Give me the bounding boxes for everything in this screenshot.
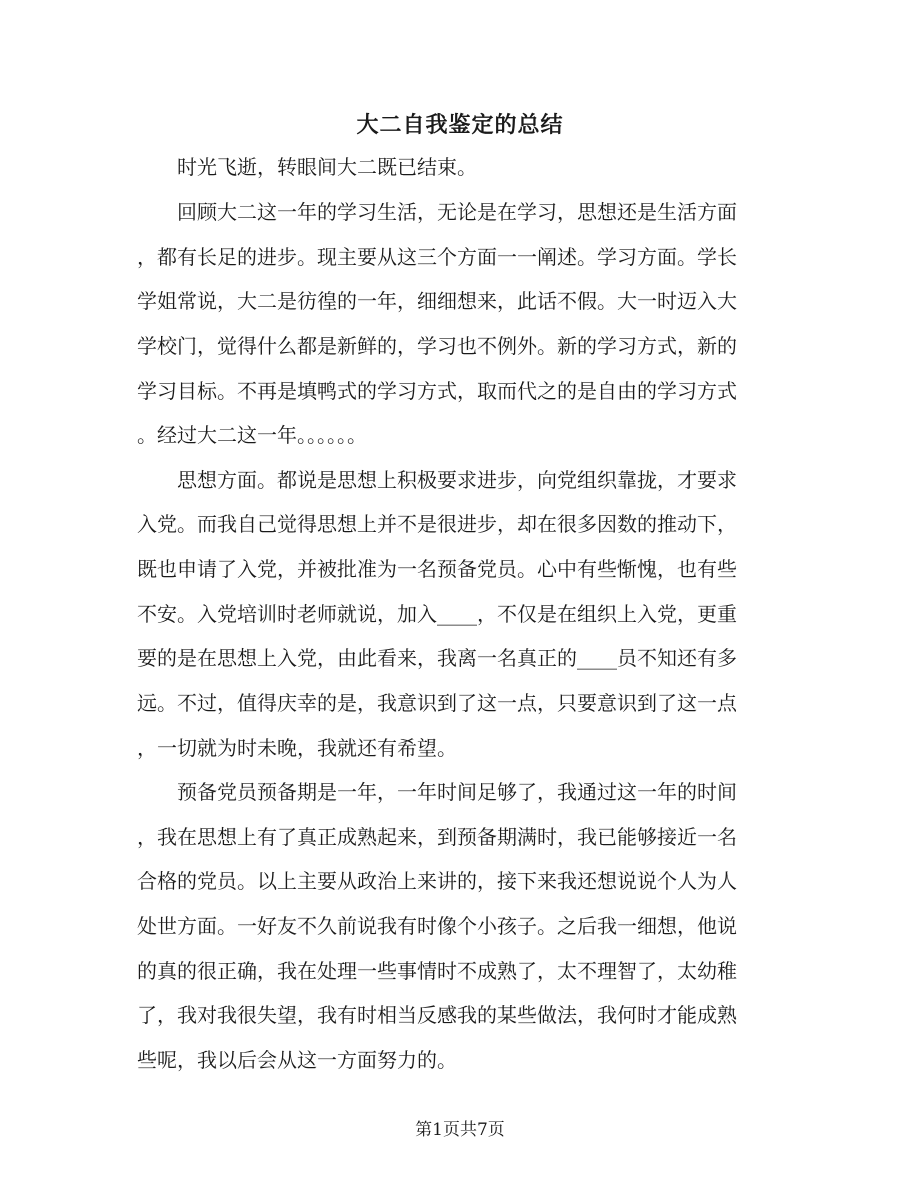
text-line: 思想方面。都说是思想上积极要求进步，向党组织靠拢，才要求 [137, 468, 737, 492]
text-line: 预备党员预备期是一年，一年时间足够了，我通过这一年的时间 [137, 780, 737, 804]
text-line: 既也申请了入党，并被批准为一名预备党员。心中有些惭愧，也有些 [137, 557, 737, 581]
text-line: 。经过大二这一年。。。。。。 [137, 423, 367, 447]
text-line: 要的是在思想上入党，由此看来，我离一名真正的____员不知还有多 [137, 646, 737, 670]
text-line: ，我在思想上有了真正成熟起来，到预备期满时，我已能够接近一名 [137, 825, 737, 849]
text-line: 学习目标。不再是填鸭式的学习方式，取而代之的是自由的学习方式 [137, 379, 737, 403]
text-line: 处世方面。一好友不久前说我有时像个小孩子。之后我一细想，他说 [137, 914, 737, 938]
text-line: 不安。入党培训时老师就说，加入____，不仅是在组织上入党，更重 [137, 602, 737, 626]
page-footer: 第1页共7页 [415, 1120, 505, 1140]
text-line: 些呢，我以后会从这一方面努力的。 [137, 1048, 457, 1072]
text-line: 的真的很正确，我在处理一些事情时不成熟了，太不理智了，太幼稚 [137, 959, 737, 983]
text-line: 入党。而我自己觉得思想上并不是很进步，却在很多因数的推动下， [137, 512, 737, 536]
page-title: 大二自我鉴定的总结 [356, 112, 564, 138]
text-line: 了，我对我很失望，我有时相当反感我的某些做法，我何时才能成熟 [137, 1003, 737, 1027]
text-line: ，一切就为时未晚，我就还有希望。 [137, 736, 457, 760]
text-line: 时光飞逝，转眼间大二既已结束。 [137, 155, 477, 179]
text-line: 回顾大二这一年的学习生活，无论是在学习，思想还是生活方面 [137, 200, 737, 224]
text-line: 学校门，觉得什么都是新鲜的，学习也不例外。新的学习方式，新的 [137, 334, 737, 358]
text-line: ，都有长足的进步。现主要从这三个方面一一阐述。学习方面。学长 [137, 245, 737, 269]
text-line: 合格的党员。以上主要从政治上来讲的，接下来我还想说说个人为人 [137, 869, 737, 893]
text-line: 远。不过，值得庆幸的是，我意识到了这一点，只要意识到了这一点 [137, 691, 737, 715]
text-line: 学姐常说，大二是彷徨的一年，细细想来，此话不假。大一时迈入大 [137, 289, 737, 313]
